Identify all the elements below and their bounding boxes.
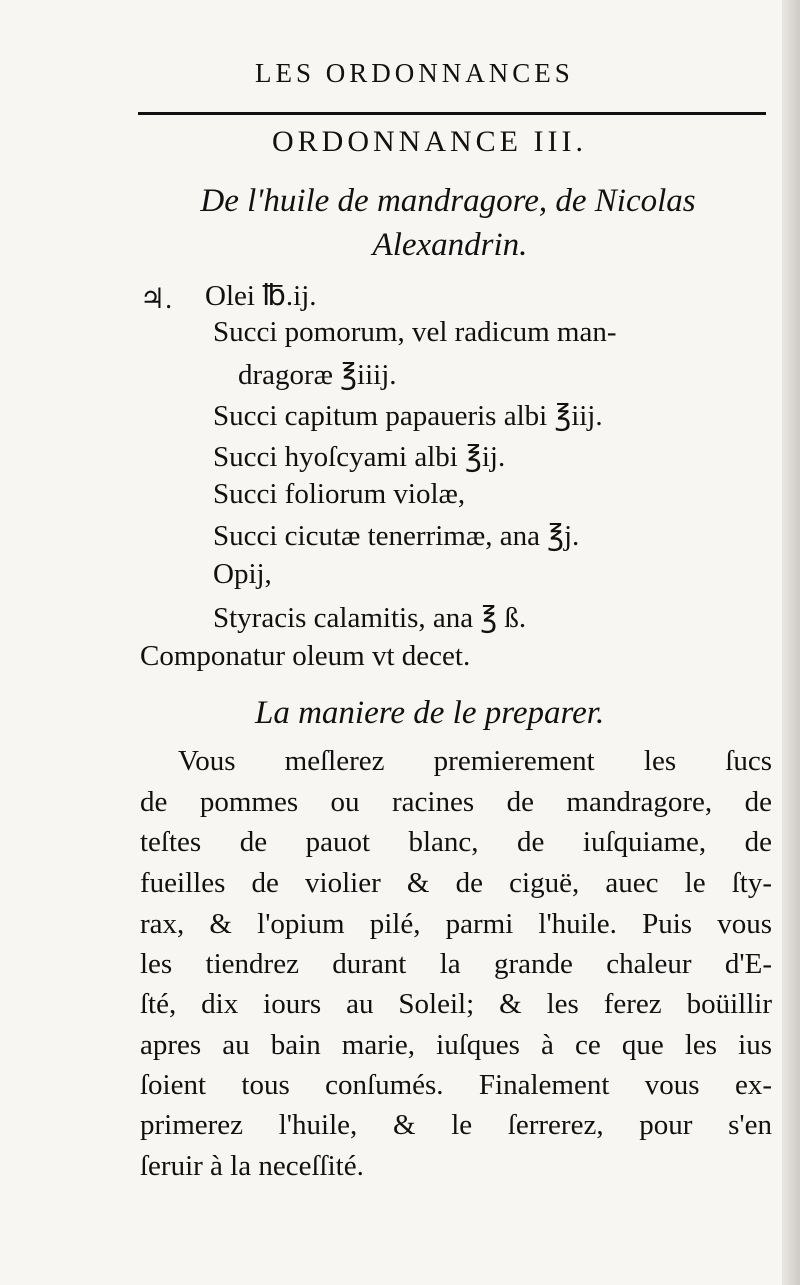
paragraph-line: ſeruir à la neceſſité. xyxy=(140,1150,364,1182)
page-gutter-shadow xyxy=(782,0,800,1285)
header-rule xyxy=(138,112,766,115)
ingredient-line: Olei ℔.ij. xyxy=(205,280,317,312)
ordonnance-title: ORDONNANCE III. xyxy=(272,125,587,158)
ingredient-line: Succi foliorum violæ, xyxy=(213,478,466,510)
running-header: LES ORDONNANCES xyxy=(255,58,574,88)
ingredient-line: Succi pomorum, vel radicum man- xyxy=(213,316,617,348)
paragraph-line: fueilles de violier & de ciguë, auec le ſty- xyxy=(140,867,772,899)
paragraph-line: apres au bain marie, iuſques à ce que les ius xyxy=(140,1029,772,1061)
paragraph-line: ſté, dix iours au Soleil; & les ferez boüillir xyxy=(140,988,772,1020)
ingredient-line: dragoræ ℥iiij. xyxy=(238,359,397,391)
instruction-line: Componatur oleum vt decet. xyxy=(140,640,471,672)
paragraph-line: de pommes ou racines de mandragore, de xyxy=(140,786,772,818)
ingredient-line: Succi hyoſcyami albi ℥ij. xyxy=(213,441,506,473)
ingredient-line: Succi capitum papaueris albi ℥iij. xyxy=(213,400,603,432)
paragraph-line: Vous meſlerez premierement les ſucs xyxy=(178,745,772,777)
recipe-subtitle-line-1: De l'huile de mandragore, de Nicolas xyxy=(200,183,696,219)
recipe-symbol: ♃. xyxy=(140,284,173,315)
paragraph-line: les tiendrez durant la grande chaleur d'E- xyxy=(140,948,772,980)
paragraph-line: ſoient tous conſumés. Finalement vous ex- xyxy=(140,1069,772,1101)
ingredient-line: Styracis calamitis, ana ℥ ß. xyxy=(213,602,527,634)
paragraph-line: rax, & l'opium pilé, parmi l'huile. Puis vous xyxy=(140,908,772,940)
ingredient-line: Opij, xyxy=(213,558,272,590)
ingredient-line: Succi cicutæ tenerrimæ, ana ℥j. xyxy=(213,520,580,552)
paragraph-line: teſtes de pauot blanc, de iuſquiame, de xyxy=(140,826,772,858)
paragraph-line: primerez l'huile, & le ſerrerez, pour s'en xyxy=(140,1109,772,1141)
method-heading: La maniere de le preparer. xyxy=(255,695,605,731)
recipe-subtitle-line-2: Alexandrin. xyxy=(372,227,528,263)
